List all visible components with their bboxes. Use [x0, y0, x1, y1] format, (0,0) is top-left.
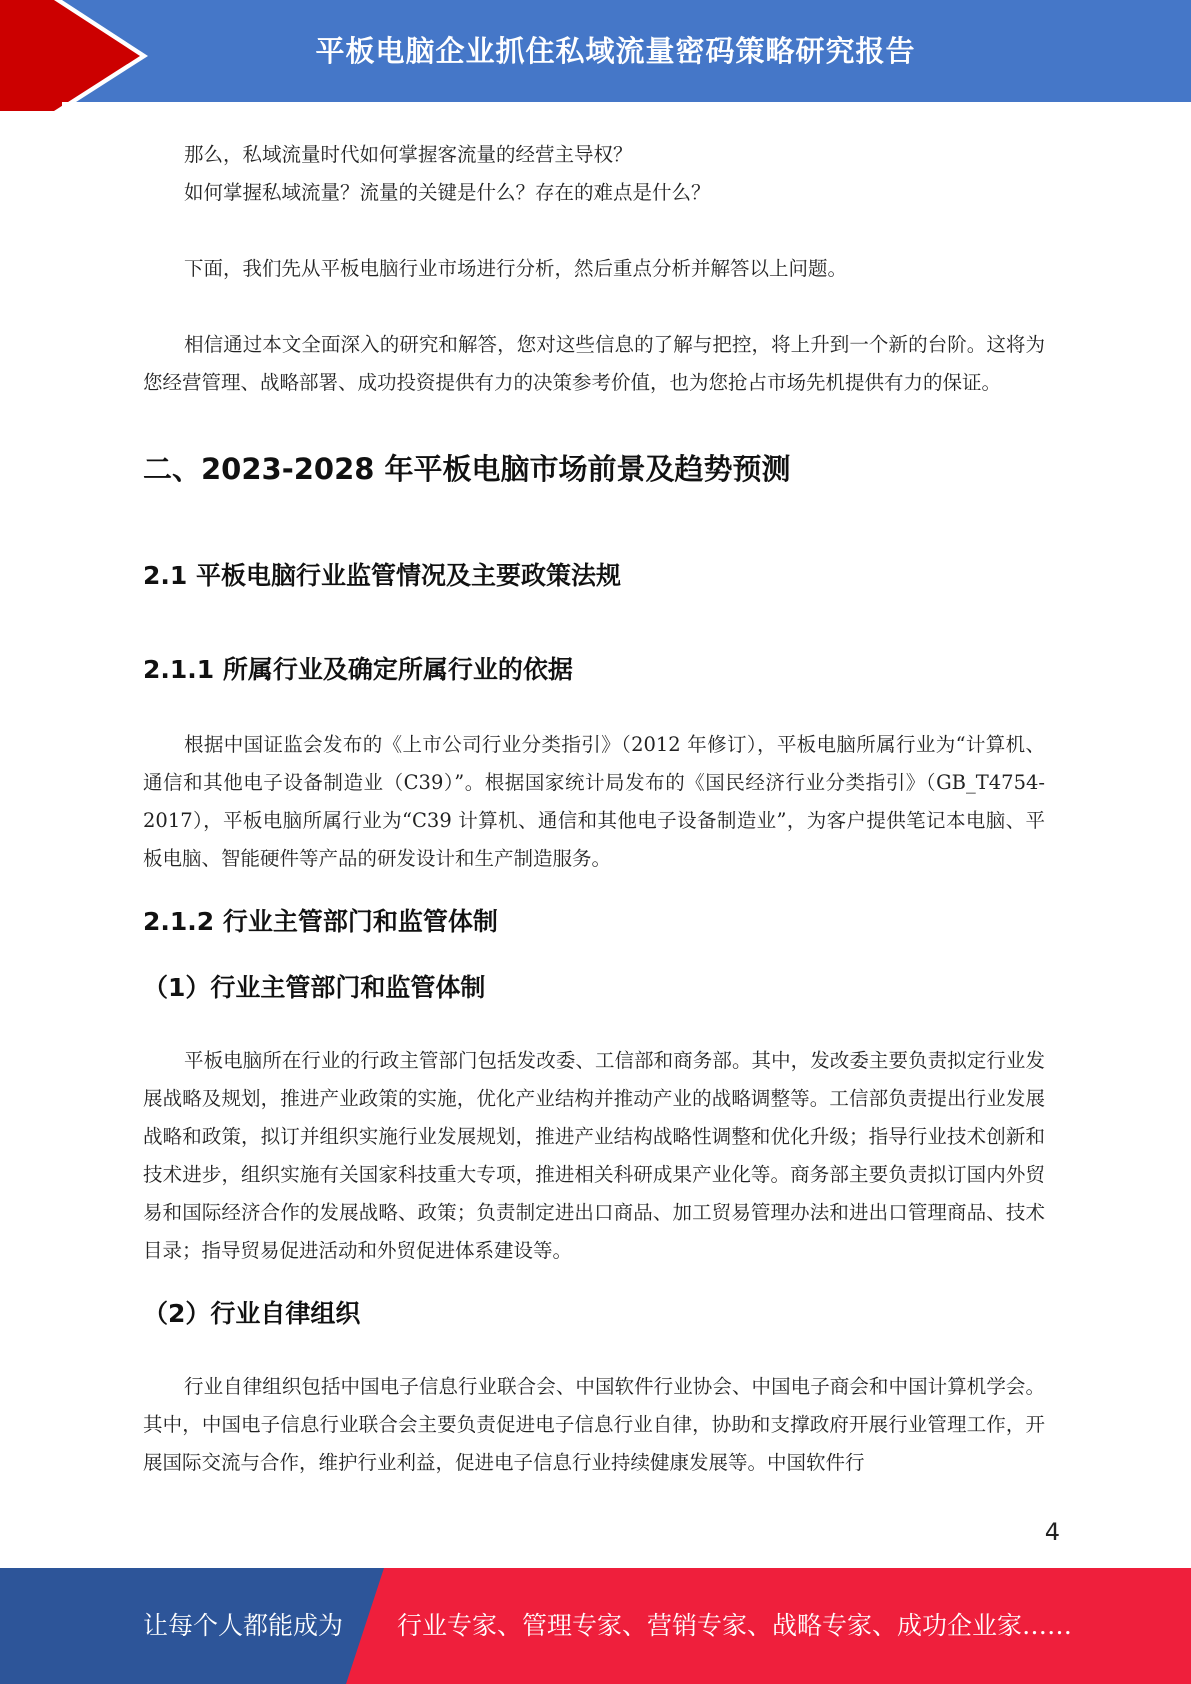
intro-question-2: 如何掌握私域流量？流量的关键是什么？存在的难点是什么？ [184, 181, 711, 204]
spacer [143, 1330, 1045, 1368]
spacer [143, 592, 1045, 650]
footer-slogan-right: 行业专家、管理专家、营销专家、战略专家、成功企业家…… [397, 1611, 1073, 1640]
spacer [143, 288, 1045, 326]
spacer [143, 1004, 1045, 1042]
sub-heading-2: （2）行业自律组织 [143, 1299, 361, 1328]
page-number: 4 [1044, 1518, 1060, 1546]
spacer [143, 686, 1045, 726]
page-footer [0, 1568, 1191, 1684]
intro-question-1: 那么，私域流量时代如何掌握客流量的经营主导权？ [184, 143, 633, 166]
intro-paragraph-1: 下面，我们先从平板电脑行业市场进行分析，然后重点分析并解答以上问题。 [184, 257, 848, 280]
paragraph-sub-2: 行业自律组织包括中国电子信息行业联合会、中国软件行业协会、中国电子商会和中国计算机学会。其中，中国电子信息行业联合会主要负责促进电子信息行业自律，协助和支撑政府开展行业管理工作，开展国际交流与合作，维护行业利益，促进电子信息行业持续健康发展等。中国软件行 [143, 1375, 1045, 1474]
paragraph-2-1-1: 根据中国证监会发布的《上市公司行业分类指引》（2012 年修订），平板电脑所属行业为“计算机、通信和其他电子设备制造业（C39）”。根据国家统计局发布的《国民经济行业分类指引》（GB_T4754-2017），平板电脑所属行业为“C39 计算机、通信和其他电子设备制造业”，为客户提供笔记本电脑、平板电脑、智能硬件等产品的研发设计和生产制造服务。 [143, 733, 1045, 870]
report-title: 平板电脑企业抓住私域流量密码策略研究报告 [315, 34, 916, 68]
page-header [0, 0, 1191, 111]
spacer [143, 402, 1045, 447]
sub-heading-1: （1）行业主管部门和监管体制 [143, 973, 486, 1002]
section-heading: 二、2023-2028 年平板电脑市场前景及趋势预测 [143, 452, 791, 486]
subsection-heading-2-1: 2.1 平板电脑行业监管情况及主要政策法规 [143, 561, 621, 590]
spacer [143, 212, 1045, 250]
spacer [143, 1270, 1045, 1294]
footer-slogan-left: 让每个人都能成为 [143, 1611, 344, 1640]
paragraph-sub-1: 平板电脑所在行业的行政主管部门包括发改委、工信部和商务部。其中，发改委主要负责拟定行业发展战略及规划，推进产业政策的实施，优化产业结构并推动产业的战略调整等。工信部负责提出行业发展战略和政策，拟订并组织实施行业发展规划，推进产业结构战略性调整和优化升级；指导行业技术创新和技术进步，组织实施有关国家科技重大专项，推进相关科研成果产业化等。商务部主要负责拟订国内外贸易和国际经济合作的发展战略、政策；负责制定进出口商品、加工贸易管理办法和进出口管理商品、技术目录；指导贸易促进活动和外贸促进体系建设等。 [143, 1049, 1045, 1262]
spacer [143, 878, 1045, 902]
subsection-heading-2-1-2: 2.1.2 行业主管部门和监管体制 [143, 907, 498, 936]
spacer [143, 938, 1045, 968]
spacer [143, 488, 1045, 556]
intro-paragraph-2: 相信通过本文全面深入的研究和解答，您对这些信息的了解与把控，将上升到一个新的台阶。这将为您经营管理、战略部署、成功投资提供有力的决策参考价值，也为您抢占市场先机提供有力的保证。 [143, 333, 1045, 394]
document-body [143, 136, 1045, 1482]
subsection-heading-2-1-1: 2.1.1 所属行业及确定所属行业的依据 [143, 655, 573, 684]
